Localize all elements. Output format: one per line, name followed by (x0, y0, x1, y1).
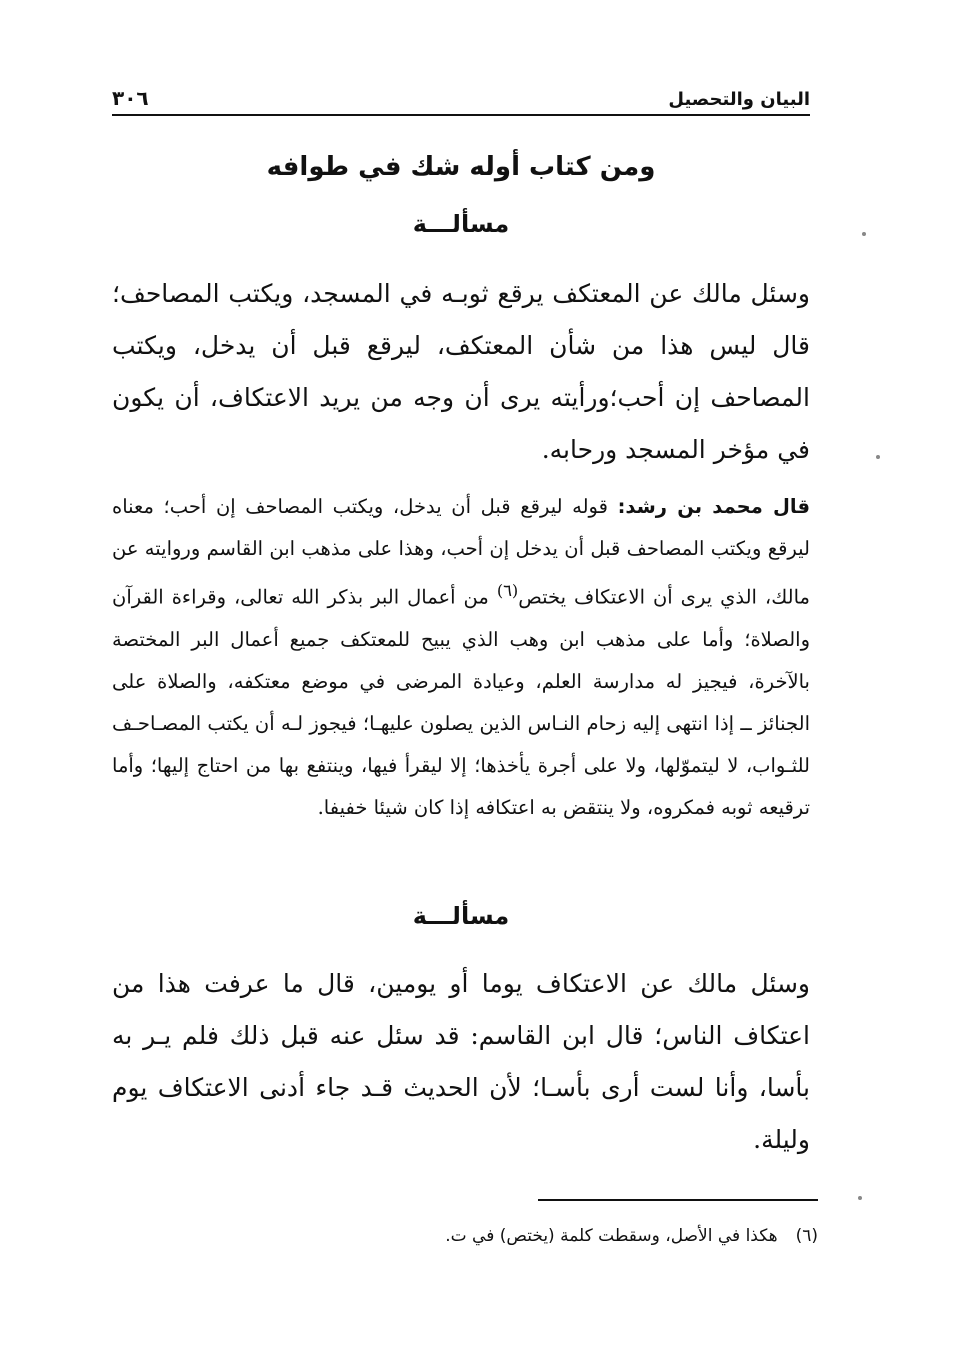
commentary-text-part2: من أعمال البر بذكر الله تعالى، وقراءة القرآن والصلاة؛ وأما على مذهب ابن وهب الذي يبيح للمعتكف جميع أعمال البر المختصة بالآخرة، فيجيز له مدارسة العلم، وعيادة المرضى في موضع معتكفه، والصلاة على الجنائز ــ إذا انتهى إليه زحام النـاس الذين يصلون عليهـا؛ فيجوز لـه أن يكتب المصـاحـف للثـواب، لا ليتموّلها، ولا على أجرة يأخذها؛ إلا ليقرأ فيها، وينتفع بها من احتاج إليها؛ وأما ترقيعه ثوبه فمكروه، ولا ينتقض به اعتكافه إذا كان شيئا خفيفا. (112, 585, 810, 819)
running-header-title: البيان والتحصيل (668, 89, 810, 110)
scan-speck (862, 232, 866, 236)
commentary-author: قال محمد بن رشد: (617, 495, 810, 518)
scan-speck (858, 1196, 862, 1200)
question-paragraph-2: وسئل مالك عن الاعتكاف يوما أو يومين، قال ما عرفت هذا من اعتكاف الناس؛ قال ابن القاسم: قد سئل عنه قبل ذلك فلم يـر به بأسا، وأنا لست أرى بأسـا؛ لأن الحديث قـد جاء أدنى الاعتكاف يوم وليلة. (112, 969, 810, 1154)
footnote-reference: (٦) (496, 581, 519, 600)
commentary-text-part1: قوله ليرقع قبل أن يدخل، ويكتب المصاحف إن أحب؛ معناه ليرقع ويكتب المصاحف قبل أن يدخل إن أحب، وهذا على مذهب ابن القاسم وروايته عن مالك، الذي يرى أن الاعتكاف يختص (112, 495, 810, 609)
footnote-text: هكذا في الأصل، وسقطت كلمة (يختص) في ت. (445, 1226, 778, 1246)
page-number: ٣٠٦ (112, 86, 149, 110)
scan-speck (876, 455, 880, 459)
chapter-title: ومن كتاب أوله شك في طوافه (266, 152, 656, 182)
footnote (112, 1222, 818, 1250)
running-header (112, 76, 810, 110)
header-rule (112, 114, 810, 116)
commentary-paragraph (112, 486, 810, 829)
footnote-rule (538, 1199, 818, 1201)
footnote-number: (٦) (795, 1226, 818, 1246)
section-heading-2: مسألـــة (412, 902, 510, 930)
section-heading-1: مسألـــة (412, 210, 510, 238)
question-paragraph-1: وسئل مالك عن المعتكف يرقع ثوبـه في المسجد، ويكتب المصاحف؛ قال ليس هذا من شأن المعتكف، ليرقع قبل أن يدخل، ويكتب المصاحف إن أحب؛ورأيته يرى أن وجه من يريد الاعتكاف، أن يكون في مؤخر المسجد ورحابه. (112, 279, 810, 464)
